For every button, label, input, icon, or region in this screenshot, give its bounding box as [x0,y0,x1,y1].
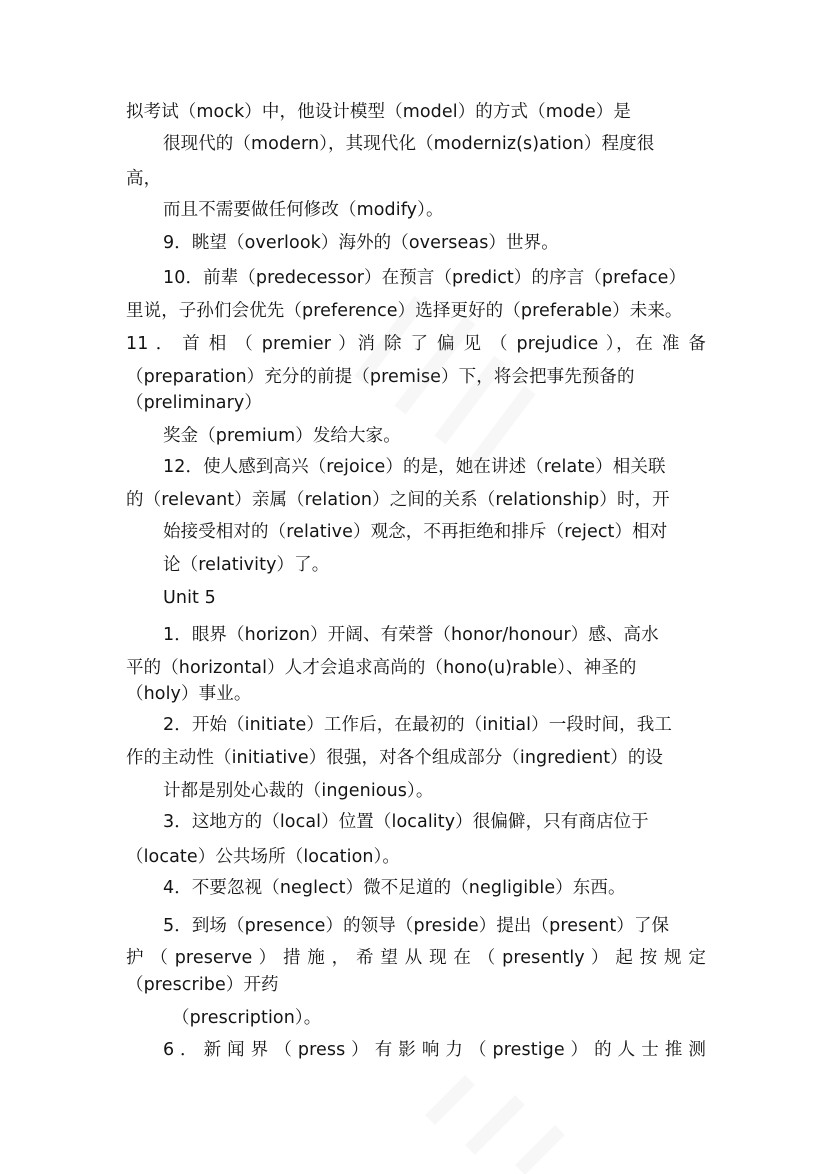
text-line: 很现代的（modern），其现代化（moderniz(s)ation）程度很 [163,134,655,154]
text-line: （preparation）充分的前提（premise）下，将会把事先预备的 [126,367,635,387]
text-line: 里说，子孙们会优先（preference）选择更好的（preferable）未来。 [126,301,683,321]
text-line: 拟考试（mock）中，他设计模型（model）的方式（mode）是 [126,102,631,122]
text-line: 论（relativity）了。 [163,555,330,575]
text-line: 11 ． 首 相 （ premier ）消 除 了 偏 见 （ prejudice ），在 准 备 [126,334,706,354]
text-line: 5．到场（presence）的领导（preside）提出（present）了保 [163,916,670,936]
text-line: （holy）事业。 [126,684,252,704]
text-line: 10．前辈（predecessor）在预言（predict）的序言（preface） [163,268,687,288]
text-line: 而且不需要做任何修改（modify）。 [163,200,444,220]
text-line: 12．使人感到高兴（rejoice）的是，她在讲述（relate）相关联 [163,457,666,477]
section-heading: Unit 5 [163,588,216,608]
text-line: 始接受相对的（relative）观念，不再拒绝和排斥（reject）相对 [163,522,668,542]
text-line: 1．眼界（horizon）开阔、有荣誉（honor/honour）感、高水 [163,625,659,645]
text-line: （prescribe）开药 [126,975,279,995]
text-line: 平的（horizontal）人才会追求高尚的（hono(u)rable）、神圣的 [126,658,637,678]
text-line: 9．眺望（overlook）海外的（overseas）世界。 [163,233,559,253]
text-line: 奖金（premium）发给大家。 [163,426,401,446]
text-line: 作的主动性（initiative）很强，对各个组成部分（ingredient）的设 [126,748,664,768]
text-line: 2．开始（initiate）工作后，在最初的（initial）一段时间，我工 [163,715,672,735]
text-line: 计都是别处心裁的（ingenious）。 [163,781,434,801]
text-line: （locate）公共场所（location）。 [126,847,401,867]
text-line: 的（relevant）亲属（relation）之间的关系（relationship）时，开 [126,490,670,510]
text-line: 高， [126,169,162,189]
text-line: （preliminary） [126,393,262,413]
text-line: （prescription）。 [172,1008,322,1028]
text-line: 3．这地方的（local）位置（locality）很偏僻，只有商店位于 [163,812,649,832]
text-line: 4．不要忽视（neglect）微不足道的（negligible）东西。 [163,878,626,898]
text-line: 护 （ preserve ） 措 施 ， 希 望 从 现 在 （ presently ） 起 按 规 定 [126,948,706,968]
text-line: 6 ． 新 闻 界 （ press ） 有 影 响 力 （ prestige ） 的 人 士 推 测 [163,1040,706,1060]
